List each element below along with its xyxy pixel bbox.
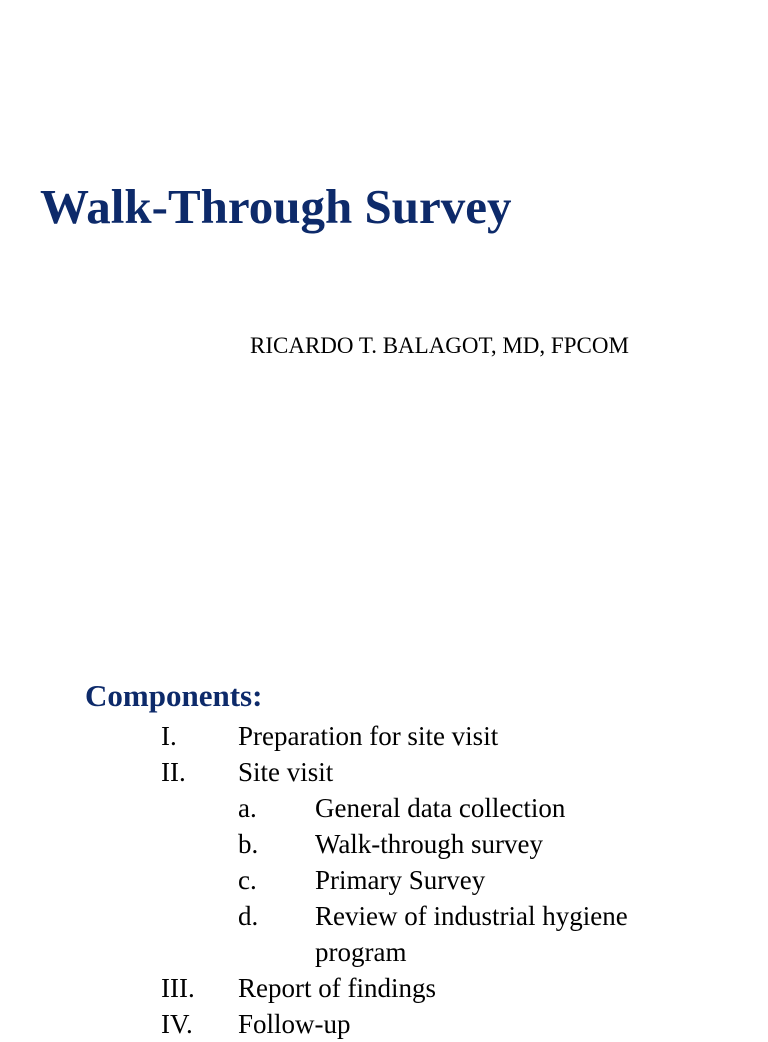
- outline-text: Primary Survey: [315, 865, 486, 895]
- outline-marker: b.: [238, 829, 259, 859]
- outline-text: Report of findings: [238, 973, 436, 1003]
- outline-marker: I.: [161, 721, 177, 751]
- author-name: RICARDO T. BALAGOT, MD, FPCOM: [250, 333, 629, 358]
- components-heading: Components:: [85, 678, 263, 713]
- outline-marker: III.: [161, 973, 195, 1003]
- outline-marker: II.: [161, 757, 186, 787]
- outline-marker: d.: [238, 901, 259, 931]
- outline-text: program: [315, 937, 407, 967]
- outline-marker: a.: [238, 793, 257, 823]
- slide-title: Walk-Through Survey: [40, 179, 512, 234]
- outline-text: Review of industrial hygiene: [315, 901, 628, 931]
- outline-text: Follow-up: [238, 1009, 351, 1039]
- outline-text: Preparation for site visit: [238, 721, 499, 751]
- outline-text: Walk-through survey: [315, 829, 544, 859]
- outline-marker: IV.: [161, 1009, 193, 1039]
- outline-text: General data collection: [315, 793, 566, 823]
- outline-marker: c.: [238, 865, 257, 895]
- outline-text: Site visit: [238, 757, 334, 787]
